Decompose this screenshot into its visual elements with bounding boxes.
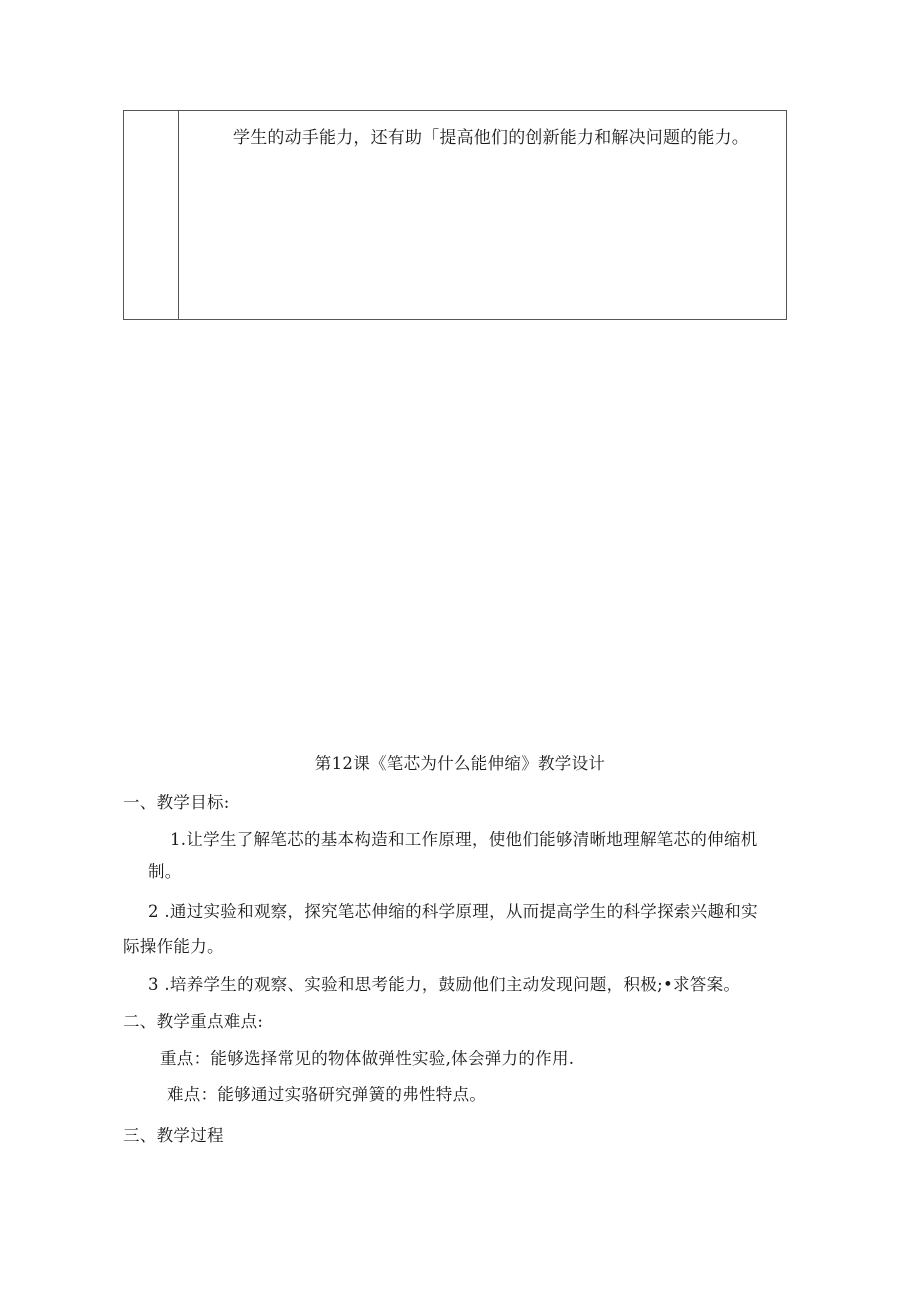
section-2-heading: 二、教学重点难点: bbox=[123, 1012, 264, 1031]
objective-1-line-2: 制。 bbox=[148, 862, 182, 881]
table-right-column bbox=[179, 111, 786, 319]
lesson-title: 第12课《笔芯为什么能伸缩》教学设计 bbox=[314, 754, 606, 773]
previous-page-table bbox=[123, 110, 787, 320]
objective-2-line-2: 际操作能力。 bbox=[123, 937, 224, 956]
section-3-heading: 三、教学过程 bbox=[123, 1126, 224, 1145]
table-left-column bbox=[124, 111, 179, 319]
section-1-heading: 一、教学目标: bbox=[123, 793, 230, 812]
objective-1-line-1: 1.让学生了解笔芯的基本构造和工作原理，使他们能够清晰地理解笔芯的伸缩机 bbox=[170, 830, 758, 849]
objective-3: 3 .培养学生的观察、实验和思考能力，鼓励他们主动发现问题，积极;•求答案。 bbox=[148, 975, 741, 994]
difficult-point: 难点：能够通过实骆研究弹簧的弗性特点。 bbox=[167, 1085, 487, 1104]
objective-2-line-1: 2 .通过实验和观察，探究笔芯伸缩的科学原理，从而提高学生的科学探索兴趣和实 bbox=[148, 902, 758, 921]
key-point: 重点：能够选择常见的物体做弹性实验,体会弹力的作用. bbox=[160, 1049, 575, 1068]
table-cell-text: 学生的动手能力，还有助「提高他们的创新能力和解决问题的能力。 bbox=[233, 128, 749, 148]
